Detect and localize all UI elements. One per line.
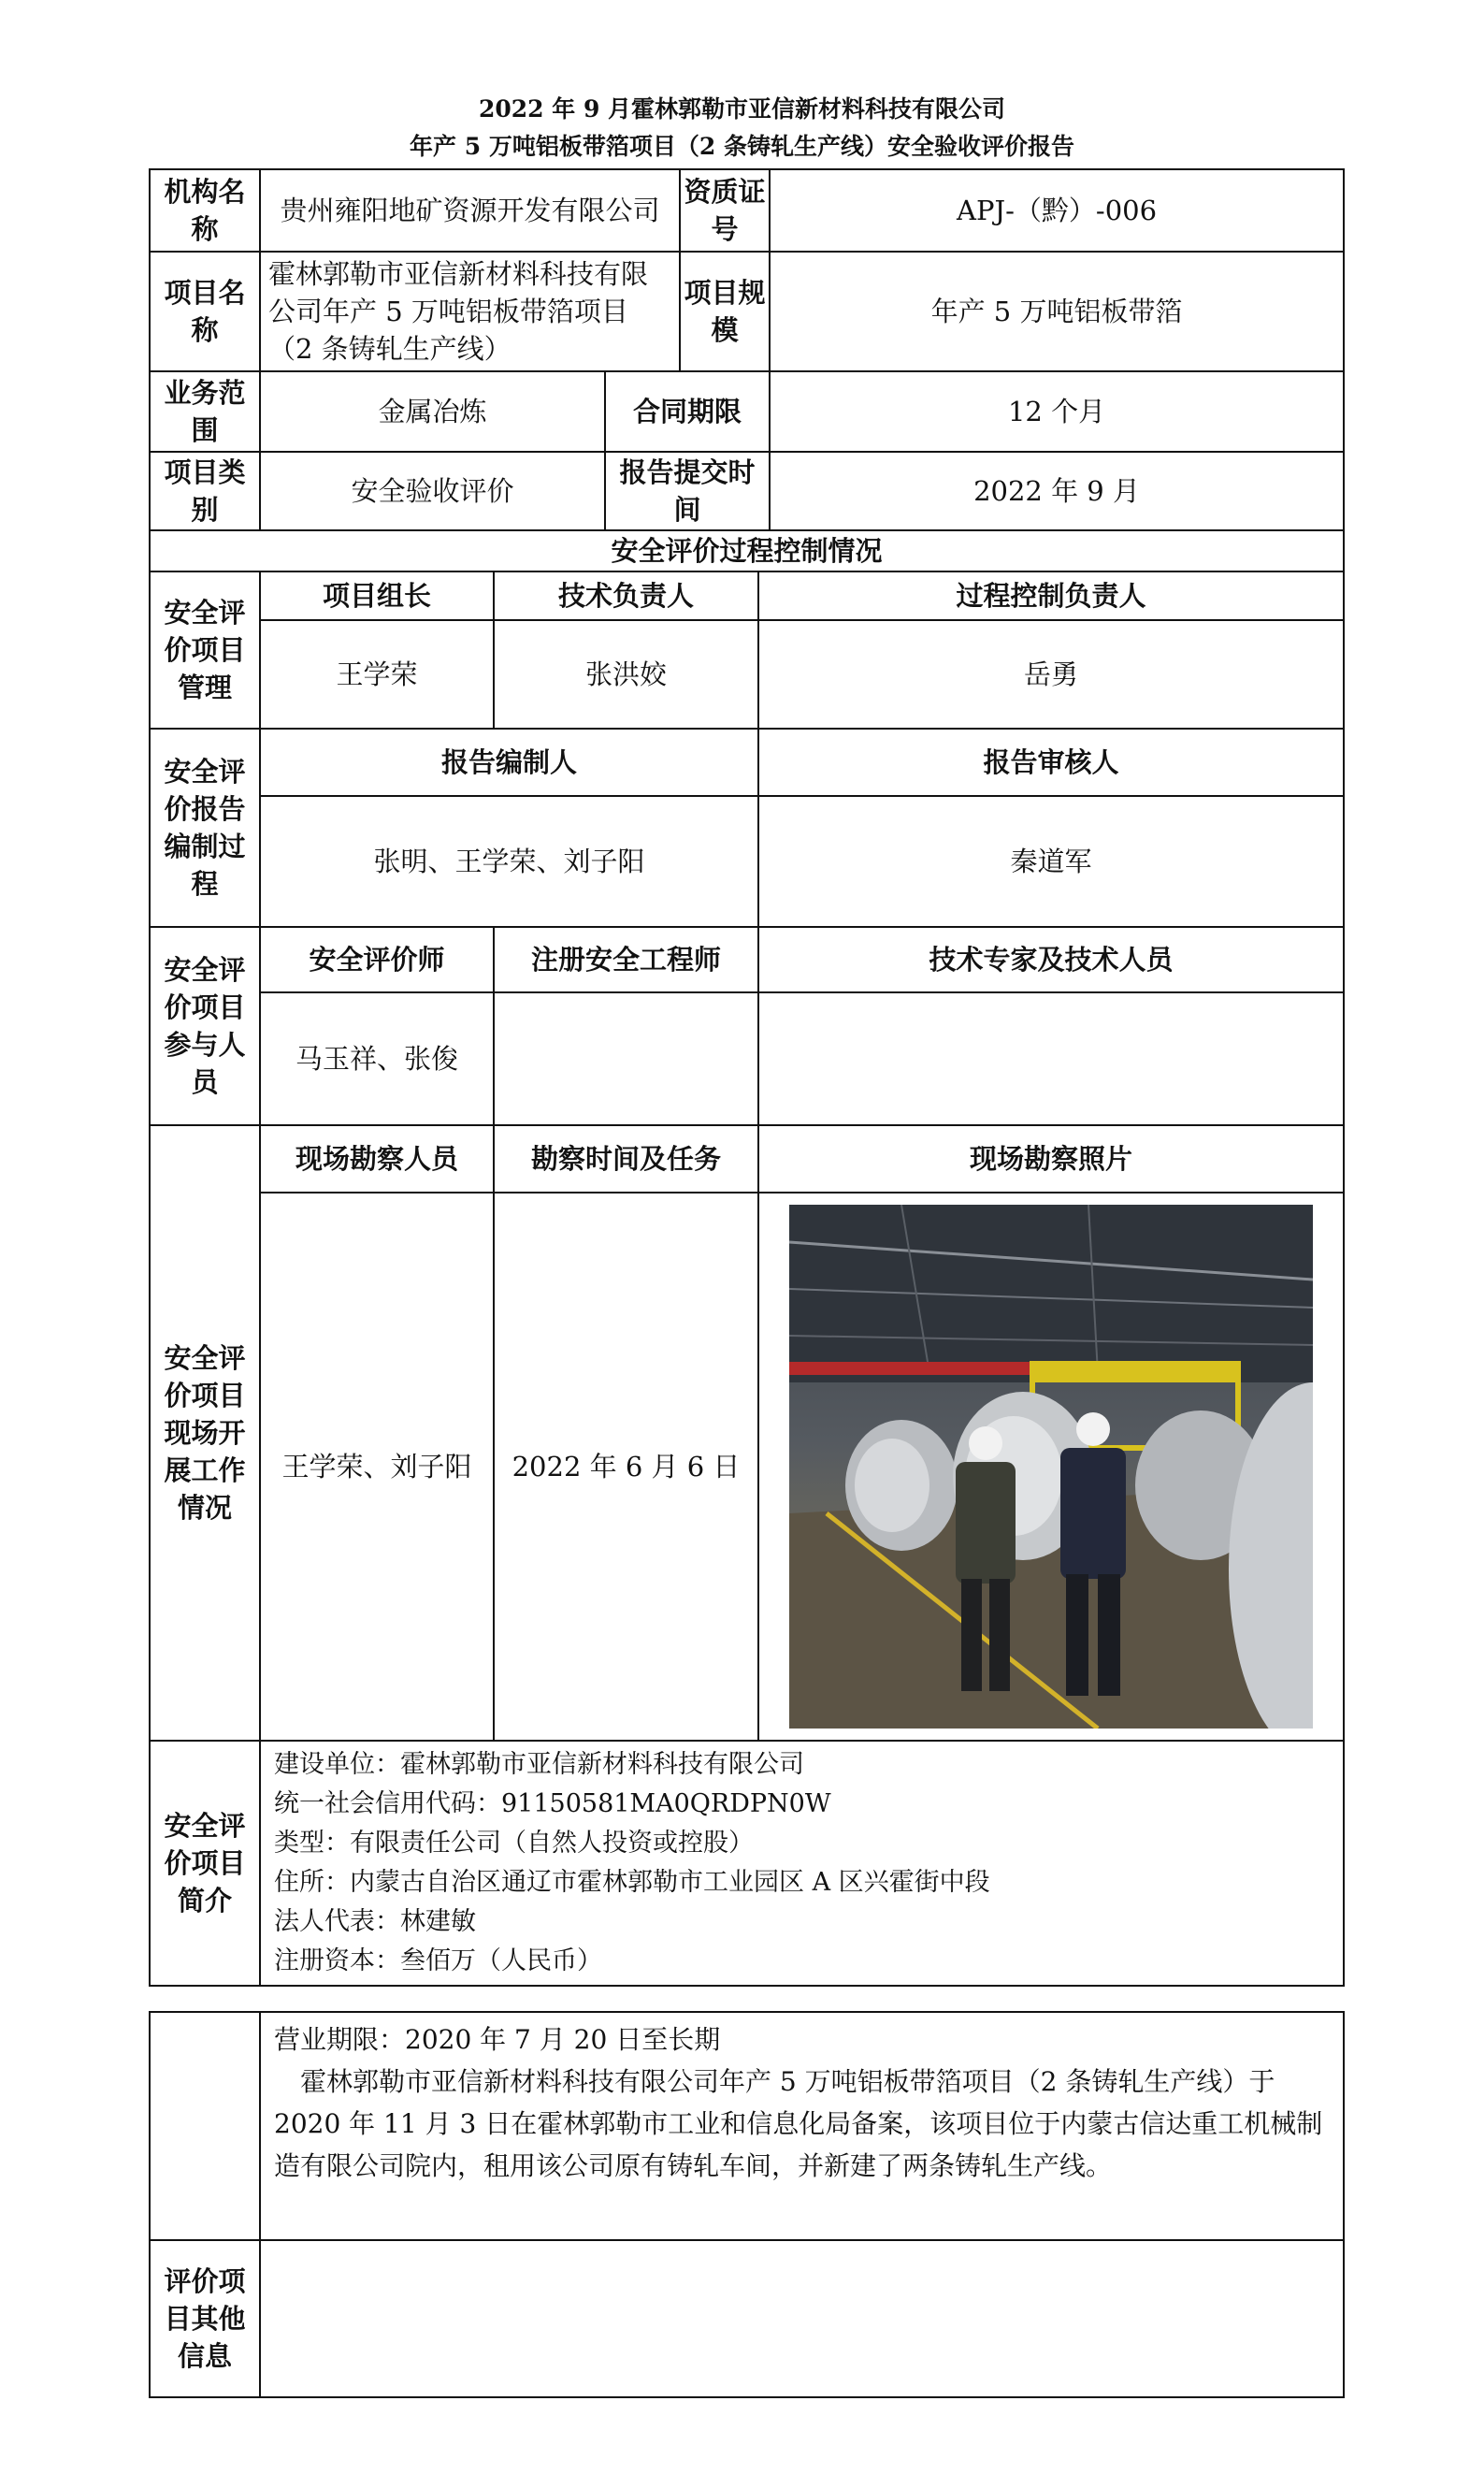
- business-term: 营业期限：2020 年 7 月 20 日至长期: [274, 2024, 721, 2055]
- report-label: 安全评价报告编制过程: [150, 729, 260, 927]
- report-title-line2: 年产 5 万吨铝板带箔项目（2 条铸轧生产线）安全验收评价报告: [410, 133, 1074, 160]
- type-value: 安全验收评价: [260, 452, 605, 530]
- business-detail: [260, 2012, 1344, 2240]
- site-label: 安全评价项目现场开展工作情况: [150, 1125, 260, 1741]
- cert-value: APJ-（黔）-006: [770, 169, 1344, 252]
- org-value: 贵州雍阳地矿资源开发有限公司: [260, 169, 680, 252]
- process-table: [149, 571, 1345, 1987]
- contract-label: 合同期限: [605, 371, 770, 452]
- intro-line: 住所：内蒙古自治区通辽市霍林郭勒市工业园区 A 区兴霍街中段: [274, 1868, 990, 1897]
- staff-value: 王学荣、刘子阳: [260, 1193, 494, 1741]
- project-paragraph: 霍林郭勒市亚信新材料科技有限公司年产 5 万吨铝板带箔项目（2 条铸轧生产线）于 2020 年 11 月 3 日在霍林郭勒市工业和信息化局备案，该项目位于内蒙古信达重工机械制造有限公司院内，租用该公司原有铸轧车间，并新建了两条铸轧生产线。: [274, 2066, 1323, 2181]
- intro-line: 法人代表：林建敏: [274, 1907, 476, 1936]
- scope-value: 金属冶炼: [260, 371, 605, 452]
- expert-header: 技术专家及技术人员: [758, 927, 1344, 992]
- report-title-line1: 2022 年 9 月霍林郭勒市亚信新材料科技有限公司: [478, 95, 1006, 123]
- reviewer-header: 报告审核人: [758, 729, 1344, 796]
- cert-label: 资质证号: [680, 169, 770, 252]
- org-label: 机构名称: [150, 169, 260, 252]
- staff-header: 现场勘察人员: [260, 1125, 494, 1193]
- contract-value: 12 个月: [770, 371, 1344, 452]
- tech-value: 张洪姣: [494, 620, 758, 729]
- leader-header: 项目组长: [260, 571, 494, 620]
- ctrl-header: 过程控制负责人: [758, 571, 1344, 620]
- scope-label: 业务范围: [150, 371, 260, 452]
- participants-label: 安全评价项目参与人员: [150, 927, 260, 1125]
- continuation-table: [149, 2011, 1345, 2398]
- engineers-value: [494, 992, 758, 1125]
- authors-value: 张明、王学荣、刘子阳: [260, 796, 758, 927]
- project-name-label: 项目名称: [150, 252, 260, 371]
- type-label: 项目类别: [150, 452, 260, 530]
- report-info-table: [149, 168, 1345, 572]
- ctrl-value: 岳勇: [758, 620, 1344, 729]
- other-info-value: [260, 2240, 1344, 2397]
- tech-header: 技术负责人: [494, 571, 758, 620]
- leader-value: 王学荣: [260, 620, 494, 729]
- submit-label: 报告提交时间: [605, 452, 770, 530]
- intro-line: 类型：有限责任公司（自然人投资或控股）: [274, 1829, 754, 1858]
- engineer-header: 注册安全工程师: [494, 927, 758, 992]
- intro-line: 注册资本：叁佰万（人民币）: [274, 1946, 602, 1975]
- intro-line: 建设单位：霍林郭勒市亚信新材料科技有限公司: [274, 1750, 804, 1779]
- management-label: 安全评价项目管理: [150, 571, 260, 729]
- author-header: 报告编制人: [260, 729, 758, 796]
- project-name-value: 霍林郭勒市亚信新材料科技有限公司年产 5 万吨铝板带箔项目（2 条铸轧生产线）: [260, 252, 680, 371]
- reviewer-value: 秦道军: [758, 796, 1344, 927]
- scale-value: 年产 5 万吨铝板带箔: [770, 252, 1344, 371]
- intro-body: [260, 1741, 1344, 1986]
- scale-label: 项目规模: [680, 252, 770, 371]
- intro-line: 统一社会信用代码：91150581MA0QRDPN0W: [274, 1789, 831, 1818]
- evaluator-header: 安全评价师: [260, 927, 494, 992]
- evaluators-value: 马玉祥、张俊: [260, 992, 494, 1125]
- photo-header: 现场勘察照片: [758, 1125, 1344, 1193]
- time-value: 2022 年 6 月 6 日: [494, 1193, 758, 1741]
- intro-label: 安全评价项目简介: [150, 1741, 260, 1986]
- other-info-label: 评价项目其他信息: [150, 2240, 260, 2397]
- process-header: 安全评价过程控制情况: [150, 530, 1344, 571]
- submit-value: 2022 年 9 月: [770, 452, 1344, 530]
- time-header: 勘察时间及任务: [494, 1125, 758, 1193]
- site-survey-photo: [789, 1205, 1313, 1729]
- experts-value: [758, 992, 1344, 1125]
